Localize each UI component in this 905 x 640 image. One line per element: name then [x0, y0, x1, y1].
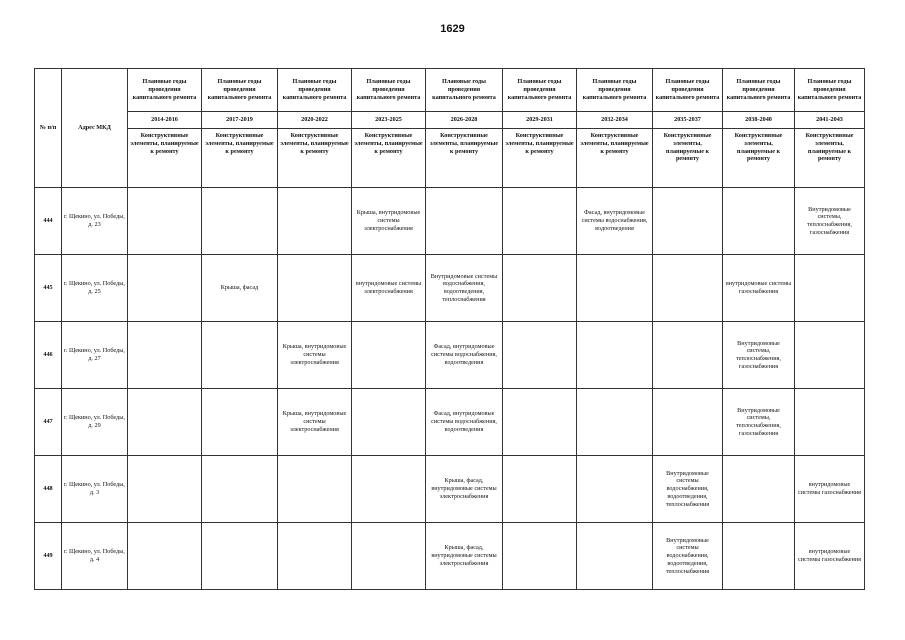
- header-planned-years: Плановые годы проведения капитального ремонта: [128, 69, 202, 112]
- capital-repair-table: [34, 68, 865, 590]
- repair-cell: Внутридомовые системы, теплоснабжения, газоснабжения: [723, 389, 795, 456]
- header-elements: Конструктивные элементы, планируемые к ремонту: [202, 129, 278, 188]
- header-elements: Конструктивные элементы, планируемые к ремонту: [426, 129, 503, 188]
- repair-cell: [128, 456, 202, 523]
- repair-cell: [503, 389, 577, 456]
- repair-cell: Крыша, фасад: [202, 255, 278, 322]
- repair-cell: внутридомовые системы газоснабжения: [795, 523, 865, 590]
- repair-cell: [503, 255, 577, 322]
- header-elements: Конструктивные элементы, планируемые к ремонту: [503, 129, 577, 188]
- repair-cell: [278, 188, 352, 255]
- table-row: [35, 188, 865, 255]
- row-number: 449: [35, 523, 62, 590]
- page-number: 1629: [440, 23, 465, 35]
- header-period: 2023-2025: [352, 112, 426, 129]
- table-row: [35, 255, 865, 322]
- repair-cell: [577, 456, 653, 523]
- header-num: № п/п: [35, 69, 62, 188]
- repair-cell: [577, 389, 653, 456]
- repair-cell: Крыша, фасад, внутридомовые системы электроснабжения: [426, 523, 503, 590]
- repair-cell: [795, 322, 865, 389]
- repair-cell: внутридомовые системы электроснабжения: [352, 255, 426, 322]
- header-planned-years: Плановые годы проведения капитального ремонта: [653, 69, 723, 112]
- header-elements: Конструктивные элементы, планируемые к ремонту: [128, 129, 202, 188]
- header-period: 2026-2028: [426, 112, 503, 129]
- repair-cell: [503, 322, 577, 389]
- table-row: [35, 523, 865, 590]
- repair-cell: [128, 255, 202, 322]
- header-elements: Конструктивные элементы, планируемые к ремонту: [723, 129, 795, 188]
- table-body: [35, 188, 865, 590]
- repair-cell: Фасад, внутридомовые системы водоснабжения, водоотведения: [577, 188, 653, 255]
- repair-cell: [653, 188, 723, 255]
- header-period: 2017-2019: [202, 112, 278, 129]
- repair-cell: Внутридомовые системы водоснабжения, водоотведения, теплоснабжения: [653, 456, 723, 523]
- repair-cell: [352, 523, 426, 590]
- header-planned-years: Плановые годы проведения капитального ремонта: [723, 69, 795, 112]
- repair-cell: внутридомовые системы газоснабжения: [795, 456, 865, 523]
- header-period: 2041-2043: [795, 112, 865, 129]
- repair-cell: [128, 389, 202, 456]
- row-number: 445: [35, 255, 62, 322]
- row-number: 446: [35, 322, 62, 389]
- repair-cell: Крыша, внутридомовые системы электроснабжения: [278, 389, 352, 456]
- row-number: 444: [35, 188, 62, 255]
- repair-cell: Внутридомовые системы, теплоснабжения, газоснабжения: [795, 188, 865, 255]
- repair-cell: [723, 188, 795, 255]
- repair-cell: [795, 255, 865, 322]
- header-elements: Конструктивные элементы, планируемые к ремонту: [653, 129, 723, 188]
- repair-cell: внутридомовые системы газоснабжения: [723, 255, 795, 322]
- header-planned-years: Плановые годы проведения капитального ремонта: [503, 69, 577, 112]
- header-planned-years: Плановые годы проведения капитального ремонта: [426, 69, 503, 112]
- header-elements: Конструктивные элементы, планируемые к ремонту: [577, 129, 653, 188]
- row-address: г. Щекино, ул. Победы, д. 3: [62, 456, 128, 523]
- header-period: 2014-2016: [128, 112, 202, 129]
- repair-cell: [352, 456, 426, 523]
- repair-cell: [795, 389, 865, 456]
- repair-cell: [202, 389, 278, 456]
- repair-cell: [128, 523, 202, 590]
- repair-cell: [653, 255, 723, 322]
- row-address: г. Щекино, ул. Победы, д. 4: [62, 523, 128, 590]
- repair-cell: [653, 322, 723, 389]
- table-row: [35, 322, 865, 389]
- header-planned-years: Плановые годы проведения капитального ремонта: [352, 69, 426, 112]
- repair-cell: Фасад, внутридомовые системы водоснабжения, водоотведения: [426, 322, 503, 389]
- repair-cell: [577, 255, 653, 322]
- repair-cell: [278, 523, 352, 590]
- header-elements: Конструктивные элементы, планируемые к ремонту: [278, 129, 352, 188]
- repair-cell: [202, 523, 278, 590]
- row-address: г. Щекино, ул. Победы, д. 23: [62, 188, 128, 255]
- row-number: 447: [35, 389, 62, 456]
- header-elements: Конструктивные элементы, планируемые к ремонту: [352, 129, 426, 188]
- header-elements: Конструктивные элементы, планируемые к ремонту: [795, 129, 865, 188]
- header-period: 2029-2031: [503, 112, 577, 129]
- repair-cell: [128, 188, 202, 255]
- repair-cell: [503, 456, 577, 523]
- repair-cell: Внутридомовые системы водоснабжения, водоотведения, теплоснабжения: [653, 523, 723, 590]
- repair-cell: [426, 188, 503, 255]
- repair-cell: [577, 322, 653, 389]
- row-address: г. Щекино, ул. Победы, д. 29: [62, 389, 128, 456]
- header-period: 2020-2022: [278, 112, 352, 129]
- repair-cell: [503, 188, 577, 255]
- repair-cell: [128, 322, 202, 389]
- table-row: [35, 456, 865, 523]
- repair-cell: Фасад, внутридомовые системы водоснабжения, водоотведения: [426, 389, 503, 456]
- repair-cell: [723, 456, 795, 523]
- repair-cell: [278, 255, 352, 322]
- repair-cell: [503, 523, 577, 590]
- repair-cell: [202, 322, 278, 389]
- header-period: 2035-2037: [653, 112, 723, 129]
- row-address: г. Щекино, ул. Победы, д. 25: [62, 255, 128, 322]
- row-address: г. Щекино, ул. Победы, д. 27: [62, 322, 128, 389]
- header-planned-years: Плановые годы проведения капитального ремонта: [577, 69, 653, 112]
- header-period: 2032-2034: [577, 112, 653, 129]
- table-header: [35, 69, 865, 188]
- repair-cell: Крыша, внутридомовые системы электроснабжения: [352, 188, 426, 255]
- header-planned-years: Плановые годы проведения капитального ремонта: [202, 69, 278, 112]
- repair-cell: [723, 523, 795, 590]
- repair-cell: [577, 523, 653, 590]
- header-planned-years: Плановые годы проведения капитального ремонта: [795, 69, 865, 112]
- repair-cell: [202, 456, 278, 523]
- row-number: 448: [35, 456, 62, 523]
- repair-cell: [202, 188, 278, 255]
- repair-cell: Внутридомовые системы, теплоснабжения, газоснабжения: [723, 322, 795, 389]
- repair-cell: [653, 389, 723, 456]
- repair-cell: Внутридомовые системы водоснабжения, водоотведения, теплоснабжения: [426, 255, 503, 322]
- header-planned-years: Плановые годы проведения капитального ремонта: [278, 69, 352, 112]
- header-period: 2038-2040: [723, 112, 795, 129]
- repair-cell: [352, 322, 426, 389]
- repair-cell: Крыша, фасад, внутридомовые системы электроснабжения: [426, 456, 503, 523]
- table-row: [35, 389, 865, 456]
- repair-cell: [352, 389, 426, 456]
- header-address: Адрес МКД: [62, 69, 128, 188]
- repair-cell: Крыша, внутридомовые системы электроснабжения: [278, 322, 352, 389]
- repair-cell: [278, 456, 352, 523]
